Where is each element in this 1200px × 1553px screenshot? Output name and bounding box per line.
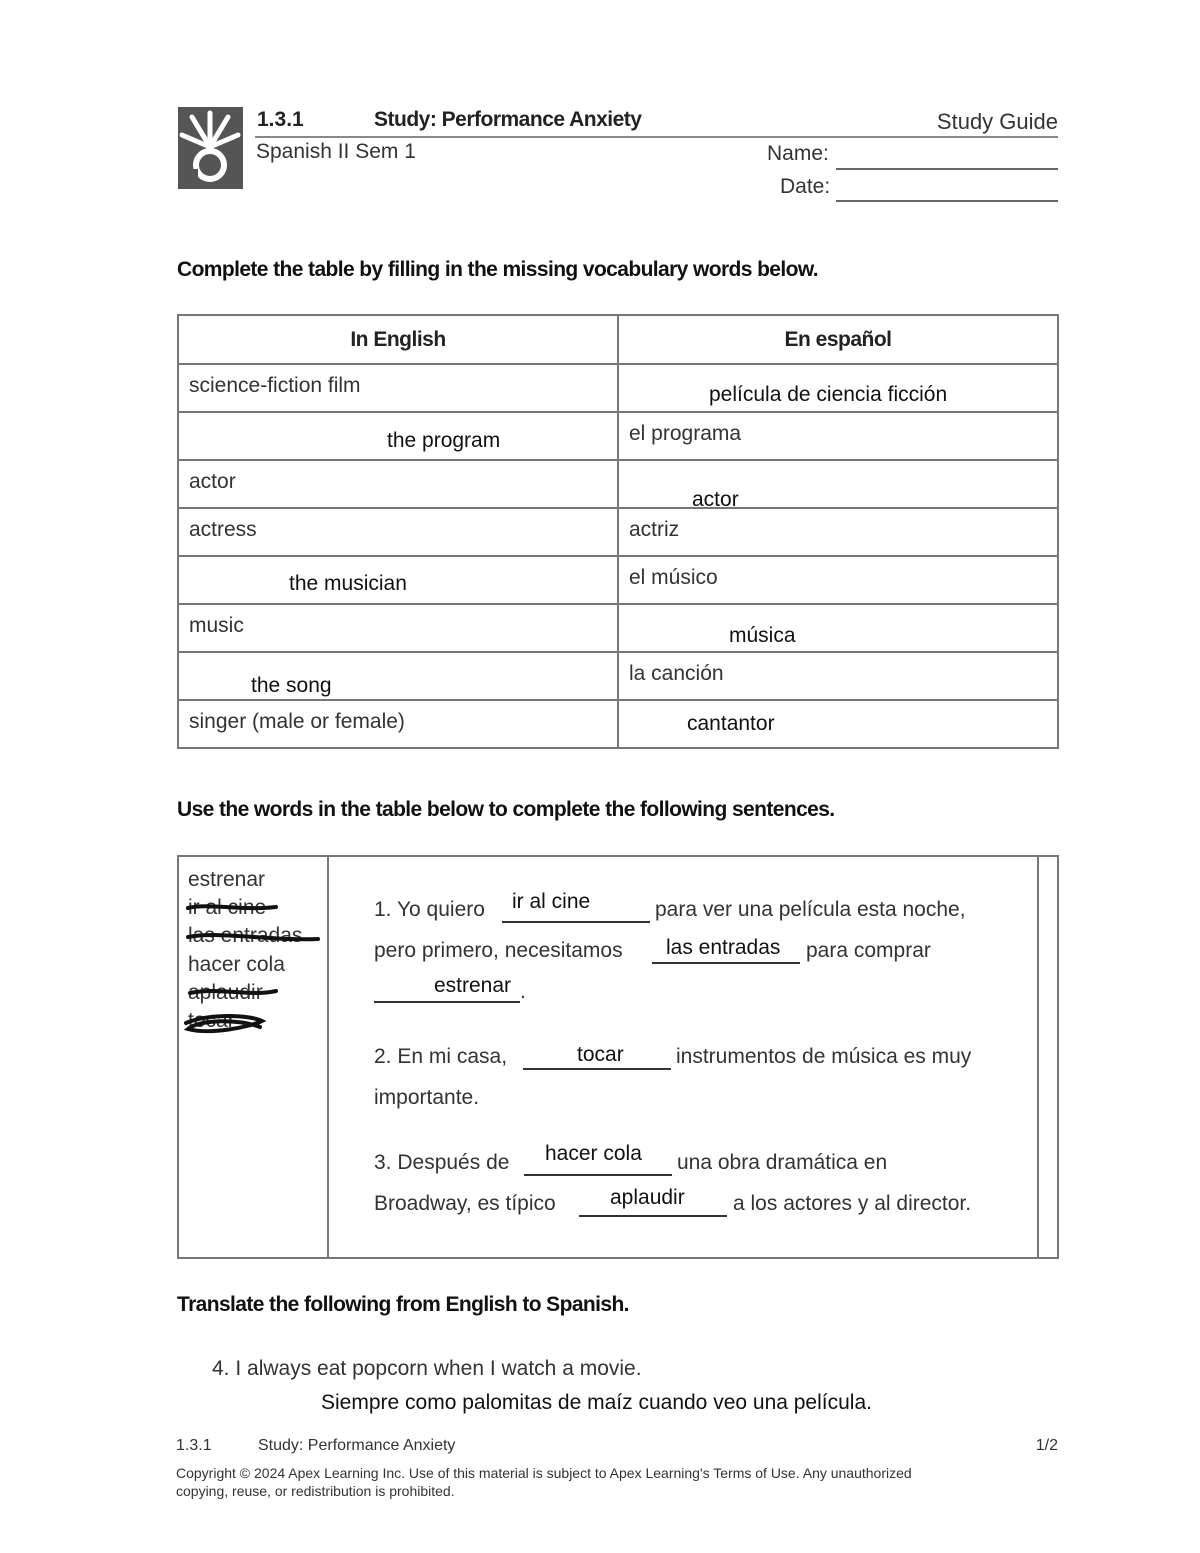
sentence-2-mid: instrumentos de música es muy — [676, 1045, 972, 1068]
table-row — [178, 556, 1058, 604]
answer-spanish[interactable]: música — [729, 624, 796, 647]
cell-spanish: el músico — [629, 566, 718, 589]
table-row — [178, 364, 1058, 412]
sentence-1-mid: para ver una película esta noche, — [655, 898, 966, 921]
answer-english[interactable]: the song — [251, 674, 332, 697]
column-divider — [327, 857, 329, 1257]
cell-english: actress — [189, 518, 257, 541]
table-row — [178, 604, 1058, 652]
sentence-2-end: importante. — [374, 1086, 480, 1109]
name-field[interactable] — [836, 168, 1058, 170]
answer-english[interactable]: the musician — [289, 572, 407, 595]
copyright-line-2: copying, reuse, or redistribution is prohibited. — [176, 1483, 455, 1499]
word-bank-item-crossed: las entradas — [188, 924, 303, 947]
cell-spanish: el programa — [629, 422, 742, 445]
instruction-sentences: Use the words in the table below to complete the following sentences. — [177, 798, 835, 821]
table-row — [178, 412, 1058, 460]
course-name: Spanish II Sem 1 — [256, 140, 416, 163]
footer-page: 1/2 — [1035, 1437, 1058, 1454]
sentence-3-start: 3. Después de — [374, 1151, 510, 1174]
word-bank-item-crossed: aplaudir — [188, 981, 263, 1004]
sentence-1-period: . — [520, 980, 526, 1003]
answer-blank-2[interactable]: las entradas — [666, 936, 781, 959]
table-row — [178, 460, 1058, 508]
question-4: 4. I always eat popcorn when I watch a movie. — [212, 1357, 642, 1380]
answer-blank-6[interactable]: aplaudir — [610, 1186, 685, 1209]
word-bank-item-crossed: tocar — [188, 1009, 235, 1032]
answer-blank-3[interactable]: estrenar — [434, 974, 512, 997]
footer-lesson: 1.3.1 — [176, 1437, 212, 1454]
apex-logo-icon — [178, 107, 243, 189]
answer-blank-4[interactable]: tocar — [577, 1043, 624, 1066]
name-label: Name: — [767, 142, 829, 165]
answer-spanish[interactable]: actor — [692, 488, 739, 511]
col-header-spanish: En español — [618, 315, 1058, 364]
table-row — [178, 652, 1058, 700]
lesson-number: 1.3.1 — [257, 108, 304, 131]
word-bank-item-crossed: ir al cine — [188, 896, 267, 919]
instruction-vocab: Complete the table by filling in the missing vocabulary words below. — [177, 258, 819, 281]
answer-blank-1[interactable]: ir al cine — [512, 890, 591, 913]
footer-title: Study: Performance Anxiety — [258, 1437, 456, 1454]
sentence-1-start: 1. Yo quiero — [374, 898, 485, 921]
column-divider — [1037, 857, 1039, 1257]
cell-spanish: actriz — [629, 518, 680, 541]
sentence-3-mid: una obra dramática en — [677, 1151, 888, 1174]
answer-blank-5[interactable]: hacer cola — [545, 1142, 642, 1165]
copyright-line-1: Copyright © 2024 Apex Learning Inc. Use of this material is subject to Apex Learning's Terms of Use. Any unauthorized — [176, 1465, 912, 1481]
doc-type: Study Guide — [936, 109, 1058, 134]
answer-spanish[interactable]: película de ciencia ficción — [709, 383, 948, 406]
word-bank-item: estrenar — [188, 868, 266, 891]
date-field[interactable] — [836, 200, 1058, 202]
cell-english: music — [189, 614, 244, 637]
vocab-table — [177, 314, 1059, 749]
sentence-3-end: a los actores y al director. — [733, 1192, 972, 1215]
cell-english: actor — [189, 470, 236, 493]
instruction-translate: Translate the following from English to Spanish. — [177, 1293, 629, 1316]
word-bank-item: hacer cola — [188, 953, 285, 976]
cell-english: science-fiction film — [189, 374, 361, 397]
table-row — [178, 508, 1058, 556]
answer-english[interactable]: the program — [387, 429, 501, 452]
header-rule — [255, 136, 1058, 138]
sentence-3-cont: Broadway, es típico — [374, 1192, 556, 1215]
cell-spanish: la canción — [629, 662, 724, 685]
table-row — [178, 700, 1058, 748]
lesson-title: Study: Performance Anxiety — [374, 108, 642, 131]
answer-4[interactable]: Siempre como palomitas de maíz cuando veo una película. — [321, 1391, 872, 1414]
col-header-english: In English — [178, 315, 618, 364]
cell-english: singer (male or female) — [189, 710, 405, 733]
answer-spanish[interactable]: cantantor — [687, 712, 775, 735]
sentence-1-end: para comprar — [806, 939, 931, 962]
date-label: Date: — [780, 175, 831, 198]
sentence-2-start: 2. En mi casa, — [374, 1045, 508, 1068]
strikethrough-scribbles — [180, 895, 325, 1045]
sentence-1-cont: pero primero, necesitamos — [374, 939, 623, 962]
